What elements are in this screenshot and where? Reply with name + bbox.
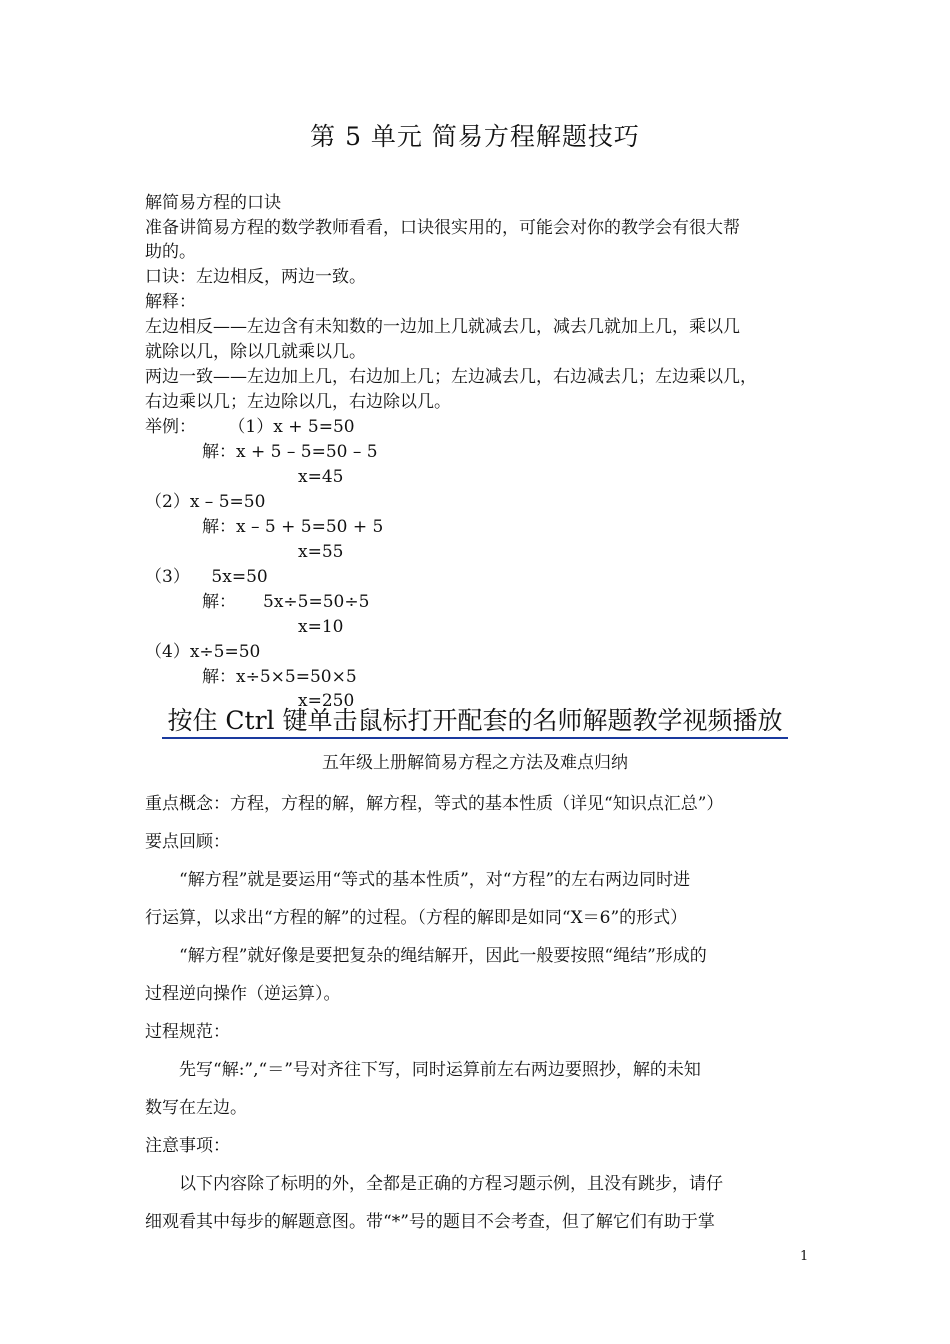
section-subtitle: 五年级上册解简易方程之方法及难点归纳 (322, 753, 628, 773)
text-line: 两边一致——左边加上几，右边加上几；左边减去几，右边减去几；左边乘以几， (145, 367, 757, 387)
example-line: （4）x÷5=50 (145, 642, 261, 662)
paragraph-line: 注意事项： (145, 1136, 230, 1156)
text-line: 就除以几，除以几就乘以几。 (145, 342, 366, 362)
example-line: （3） 5x=50 (145, 567, 268, 587)
paragraph-line: 以下内容除了标明的外，全都是正确的方程习题示例，且没有跳步，请仔 (179, 1174, 723, 1194)
page-title: 第 5 单元 简易方程解题技巧 (310, 122, 640, 151)
banner-underline (162, 737, 788, 739)
example-line: x=10 (298, 617, 344, 637)
text-line: 准备讲简易方程的数学教师看看，口诀很实用的，可能会对你的教学会有很大帮 (145, 218, 740, 238)
paragraph-line: 行运算，以求出“方程的解”的过程。（方程的解即是如同“X＝6”的形式） (145, 908, 688, 928)
paragraph-line: “解方程”就好像是要把复杂的绳结解开，因此一般要按照“绳结”形成的 (179, 946, 707, 966)
example-line: 解： 5x÷5=50÷5 (202, 592, 370, 612)
text-line: 助的。 (145, 242, 196, 262)
video-link-banner[interactable]: 按住 Ctrl 键单击鼠标打开配套的名师解题教学视频播放 (167, 706, 783, 735)
text-line: 口诀：左边相反，两边一致。 (145, 267, 366, 287)
example-line: x=55 (298, 542, 344, 562)
page-number: 1 (800, 1249, 809, 1264)
example-line: 举例： （1）x + 5=50 (145, 417, 355, 437)
paragraph-line: 先写“解:”,“＝”号对齐往下写，同时运算前左右两边要照抄，解的未知 (179, 1060, 701, 1080)
paragraph-line: 过程规范： (145, 1022, 230, 1042)
paragraph-line: 过程逆向操作（逆运算）。 (145, 984, 341, 1004)
text-line: 左边相反——左边含有未知数的一边加上几就减去几，减去几就加上几，乘以几 (145, 317, 740, 337)
example-line: 解：x – 5 + 5=50 + 5 (202, 517, 384, 537)
paragraph-line: 重点概念：方程，方程的解，解方程，等式的基本性质（详见“知识点汇总”） (145, 794, 724, 814)
example-line: x=250 (298, 691, 355, 711)
text-line: 解简易方程的口诀 (145, 193, 281, 213)
paragraph-line: 细观看其中每步的解题意图。带“*”号的题目不会考查，但了解它们有助于掌 (145, 1212, 715, 1232)
paragraph-line: 数写在左边。 (145, 1098, 247, 1118)
text-line: 右边乘以几；左边除以几，右边除以几。 (145, 392, 451, 412)
text-line: 解释： (145, 292, 196, 312)
example-line: 解：x + 5 – 5=50 – 5 (202, 442, 378, 462)
example-line: （2）x – 5=50 (145, 492, 266, 512)
example-line: x=45 (298, 467, 344, 487)
paragraph-line: 要点回顾： (145, 832, 230, 852)
example-line: 解：x÷5×5=50×5 (202, 667, 357, 687)
paragraph-line: “解方程”就是要运用“等式的基本性质”，对“方程”的左右两边同时进 (179, 870, 691, 890)
